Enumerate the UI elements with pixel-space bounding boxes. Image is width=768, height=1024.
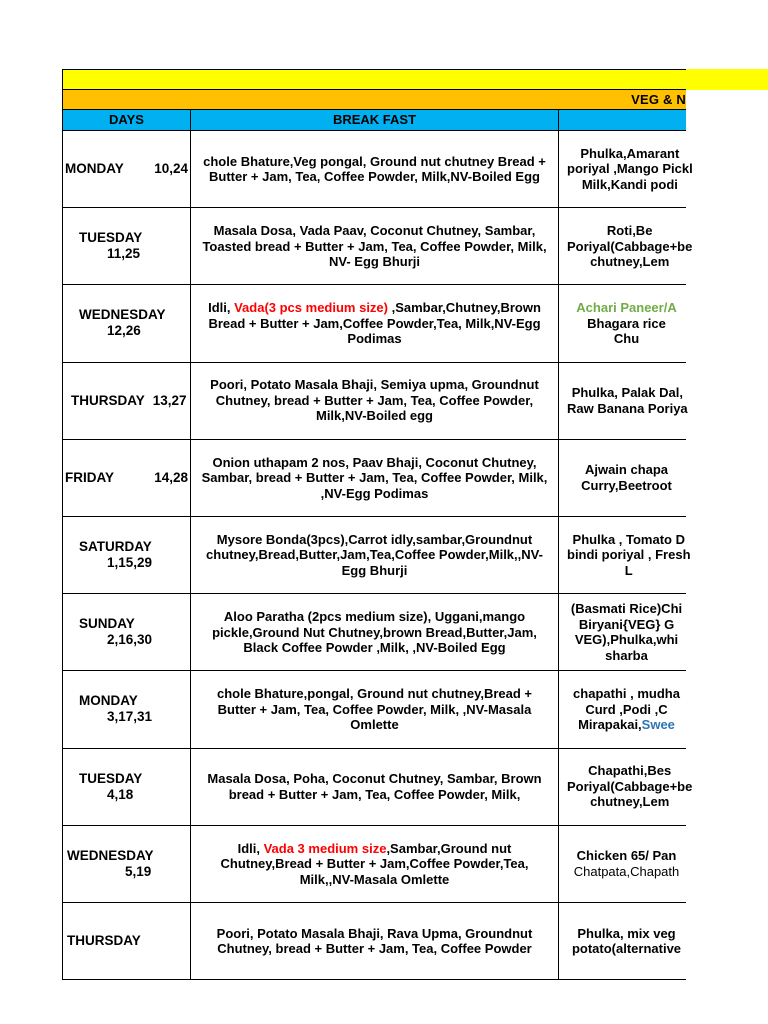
day-stack bbox=[63, 616, 190, 648]
day-name: THURSDAY bbox=[71, 392, 145, 408]
day-name: FRIDAY bbox=[65, 469, 115, 485]
lunch-cell bbox=[558, 903, 686, 980]
lunch-line: sharba bbox=[605, 647, 648, 663]
lunch-line: Ajwain chapa bbox=[584, 462, 669, 478]
menu-text: chole Bhature,Veg pongal, Ground nut chutney Bread + Butter + Jam, Tea, Coffee Powder, Milk,NV-Boiled Egg bbox=[203, 153, 546, 185]
lunch-line: Phulka, mix veg bbox=[577, 925, 676, 941]
lunch-line: Curry,Beetroot bbox=[581, 477, 672, 493]
lunch-line: chapathi , mudha bbox=[573, 686, 680, 702]
day-dates: 2,16,30 bbox=[107, 632, 153, 648]
day-dates: 12,26 bbox=[107, 323, 141, 339]
breakfast-text bbox=[197, 609, 552, 656]
lunch-line: Chatpata,Chapath bbox=[573, 863, 680, 879]
lunch-line: VEG),Phulka,whi bbox=[574, 632, 679, 648]
breakfast-text bbox=[197, 686, 552, 733]
lunch-cell bbox=[558, 285, 686, 362]
day-stack bbox=[63, 230, 190, 262]
menu-text: Aloo Paratha (2pcs medium size), Uggani,mango pickle,Ground Nut Chutney,brown Bread,Butter,Jam, Black Coffee Powder ,Milk, ,NV-Boiled Egg bbox=[212, 609, 537, 656]
breakfast-text bbox=[197, 455, 552, 502]
day-dates: 13,27 bbox=[152, 392, 187, 408]
lunch-line: bindi poriyal , Fresh bbox=[567, 547, 691, 563]
breakfast-text bbox=[197, 377, 552, 424]
day-name: SATURDAY bbox=[79, 539, 152, 555]
breakfast-cell bbox=[190, 903, 558, 980]
lunch-line: chutney,Lem bbox=[590, 254, 670, 270]
lunch-text bbox=[567, 686, 686, 733]
day-stack bbox=[63, 307, 190, 339]
day-name: TUESDAY bbox=[79, 770, 143, 786]
lunch-cell bbox=[558, 440, 686, 517]
breakfast-cell bbox=[190, 440, 558, 517]
day-line bbox=[63, 470, 190, 486]
day-cell bbox=[62, 131, 190, 208]
header-breakfast: BREAK FAST bbox=[190, 110, 558, 131]
day-cell bbox=[62, 749, 190, 826]
lunch-text bbox=[567, 848, 686, 879]
lunch-line: Roti,Be bbox=[606, 223, 653, 239]
lunch-line-text: Mirapakai, bbox=[578, 717, 642, 733]
day-dates: 11,25 bbox=[107, 246, 141, 262]
lunch-line: Milk,Kandi podi bbox=[581, 176, 678, 192]
day-cell bbox=[62, 903, 190, 980]
breakfast-cell bbox=[190, 749, 558, 826]
lunch-text bbox=[567, 385, 688, 416]
breakfast-cell bbox=[190, 363, 558, 440]
day-name: TUESDAY bbox=[79, 230, 143, 246]
breakfast-cell bbox=[190, 517, 558, 594]
day-line bbox=[63, 161, 190, 177]
lunch-cell bbox=[558, 517, 691, 594]
menu-text: Idli, bbox=[237, 840, 264, 856]
header-days: DAYS bbox=[62, 110, 190, 131]
breakfast-cell bbox=[190, 594, 558, 671]
lunch-text bbox=[567, 926, 686, 957]
breakfast-text bbox=[197, 300, 552, 347]
title-bar-extension bbox=[686, 69, 768, 90]
day-stack bbox=[63, 539, 190, 571]
lunch-line: Bhagara rice bbox=[587, 315, 666, 331]
lunch-cell bbox=[558, 208, 693, 285]
lunch-text bbox=[567, 601, 686, 663]
day-cell bbox=[62, 363, 190, 440]
breakfast-cell bbox=[190, 671, 558, 748]
day-stack bbox=[63, 933, 190, 949]
lunch-line: Chu bbox=[613, 331, 640, 347]
menu-text: Poori, Potato Masala Bhaji, Semiya upma, Groundnut Chutney, bread + Butter + Jam, Tea, Coffee Powder, Milk,NV-Boiled egg bbox=[210, 377, 539, 424]
breakfast-text bbox=[197, 771, 552, 802]
lunch-cell bbox=[558, 131, 693, 208]
day-name: THURSDAY bbox=[67, 933, 141, 949]
lunch-cell bbox=[558, 671, 686, 748]
day-stack bbox=[63, 771, 190, 803]
breakfast-text bbox=[197, 532, 552, 579]
title-bar bbox=[62, 69, 686, 90]
lunch-text bbox=[567, 223, 692, 270]
breakfast-text bbox=[197, 841, 552, 888]
subtitle-bar bbox=[62, 90, 686, 110]
day-name: MONDAY bbox=[79, 693, 138, 709]
day-name: SUNDAY bbox=[79, 616, 135, 632]
day-name: MONDAY bbox=[65, 161, 124, 177]
subtitle-text: VEG & N bbox=[631, 92, 686, 107]
menu-text: Masala Dosa, Poha, Coconut Chutney, Sambar, Brown bread + Butter + Jam, Tea, Coffee Powder, Milk, bbox=[207, 771, 542, 802]
day-dates: 10,24 bbox=[154, 161, 188, 177]
day-cell bbox=[62, 440, 190, 517]
lunch-line: Chicken 65/ Pan bbox=[576, 848, 677, 864]
day-dates: 5,19 bbox=[125, 863, 152, 879]
breakfast-cell bbox=[190, 208, 558, 285]
lunch-line: Poriyal(Cabbage+be bbox=[567, 778, 693, 794]
day-cell bbox=[62, 671, 190, 748]
day-stack bbox=[63, 848, 190, 880]
lunch-line: Biryani{VEG} G bbox=[578, 616, 675, 632]
lunch-cell bbox=[558, 826, 686, 903]
day-cell bbox=[62, 285, 190, 362]
menu-text: ,Sambar,Ground nut Chutney,Bread + Butter + Jam,Coffee Powder,Tea, Milk,,NV-Masala Omlette bbox=[220, 840, 529, 887]
lunch-line: chutney,Lem bbox=[590, 794, 670, 810]
breakfast-text bbox=[197, 926, 552, 957]
lunch-line: Chapathi,Bes bbox=[588, 763, 672, 779]
lunch-line: Poriyal(Cabbage+be bbox=[567, 238, 693, 254]
lunch-line: Curd ,Podi ,C bbox=[585, 701, 668, 717]
menu-text: Masala Dosa, Vada Paav, Coconut Chutney, Sambar, Toasted bread + Butter + Jam, Tea, Coffee Powder, Milk, NV- Egg Bhurji bbox=[202, 223, 547, 270]
lunch-cell bbox=[558, 594, 686, 671]
day-cell bbox=[62, 208, 190, 285]
day-stack bbox=[63, 693, 190, 725]
day-cell bbox=[62, 517, 190, 594]
lunch-text bbox=[567, 462, 686, 493]
day-line bbox=[63, 393, 190, 409]
breakfast-text bbox=[197, 223, 552, 270]
menu-text: Onion uthapam 2 nos, Paav Bhaji, Coconut Chutney, Sambar, bread + Butter + Jam, Tea, Coffee Powder, Milk, ,NV-Egg Podimas bbox=[201, 454, 548, 501]
header-lunch bbox=[558, 110, 686, 131]
menu-text: Idli, bbox=[208, 300, 235, 316]
day-dates: 4,18 bbox=[107, 786, 134, 802]
lunch-cell bbox=[558, 749, 693, 826]
day-name: WEDNESDAY bbox=[67, 847, 154, 863]
breakfast-cell bbox=[190, 285, 558, 362]
day-dates: 3,17,31 bbox=[107, 709, 153, 725]
menu-text: ,Sambar,Chutney,Brown Bread + Butter + Jam,Coffee Powder,Tea, Milk,NV-Egg Podimas bbox=[208, 300, 541, 347]
menu-text: chole Bhature,pongal, Ground nut chutney,Bread + Butter + Jam, Tea, Coffee Powder, Milk, ,NV-Masala Omlette bbox=[216, 686, 533, 733]
lunch-line: Phulka,Amarant bbox=[580, 145, 680, 161]
menu-text: Poori, Potato Masala Bhaji, Rava Upma, Groundnut Chutney, bread + Butter + Jam, Tea, Coffee Powder bbox=[216, 925, 533, 957]
lunch-cell bbox=[558, 363, 686, 440]
day-cell bbox=[62, 826, 190, 903]
lunch-line: Phulka, Palak Dal, bbox=[571, 385, 683, 401]
lunch-line: (Basmati Rice)Chi bbox=[570, 601, 683, 617]
lunch-text bbox=[567, 763, 692, 810]
breakfast-cell bbox=[190, 131, 558, 208]
lunch-highlight: Achari Paneer/A bbox=[576, 300, 677, 316]
highlight-text: Vada(3 pcs medium size) bbox=[234, 300, 388, 316]
day-cell bbox=[62, 594, 190, 671]
lunch-line: Raw Banana Poriya bbox=[567, 400, 688, 416]
lunch-text bbox=[567, 146, 693, 193]
day-name: WEDNESDAY bbox=[79, 307, 166, 323]
lunch-line: L bbox=[624, 562, 633, 578]
lunch-line: poriyal ,Mango Pickl bbox=[567, 161, 693, 177]
lunch-text bbox=[567, 532, 691, 579]
lunch-text bbox=[567, 300, 686, 347]
lunch-highlight: Swee bbox=[641, 717, 675, 733]
day-dates: 1,15,29 bbox=[107, 555, 153, 571]
menu-text: Mysore Bonda(3pcs),Carrot idly,sambar,Groundnut chutney,Bread,Butter,Jam,Tea,Coffee Powder,Milk,,NV-Egg Bhurji bbox=[206, 531, 543, 578]
highlight-text: Vada 3 medium size bbox=[263, 840, 387, 856]
lunch-line bbox=[567, 717, 686, 733]
lunch-line: potato(alternative bbox=[571, 941, 682, 957]
day-dates: 14,28 bbox=[154, 469, 188, 485]
breakfast-text bbox=[197, 154, 552, 185]
breakfast-cell bbox=[190, 826, 558, 903]
lunch-line: Phulka , Tomato D bbox=[572, 531, 685, 547]
